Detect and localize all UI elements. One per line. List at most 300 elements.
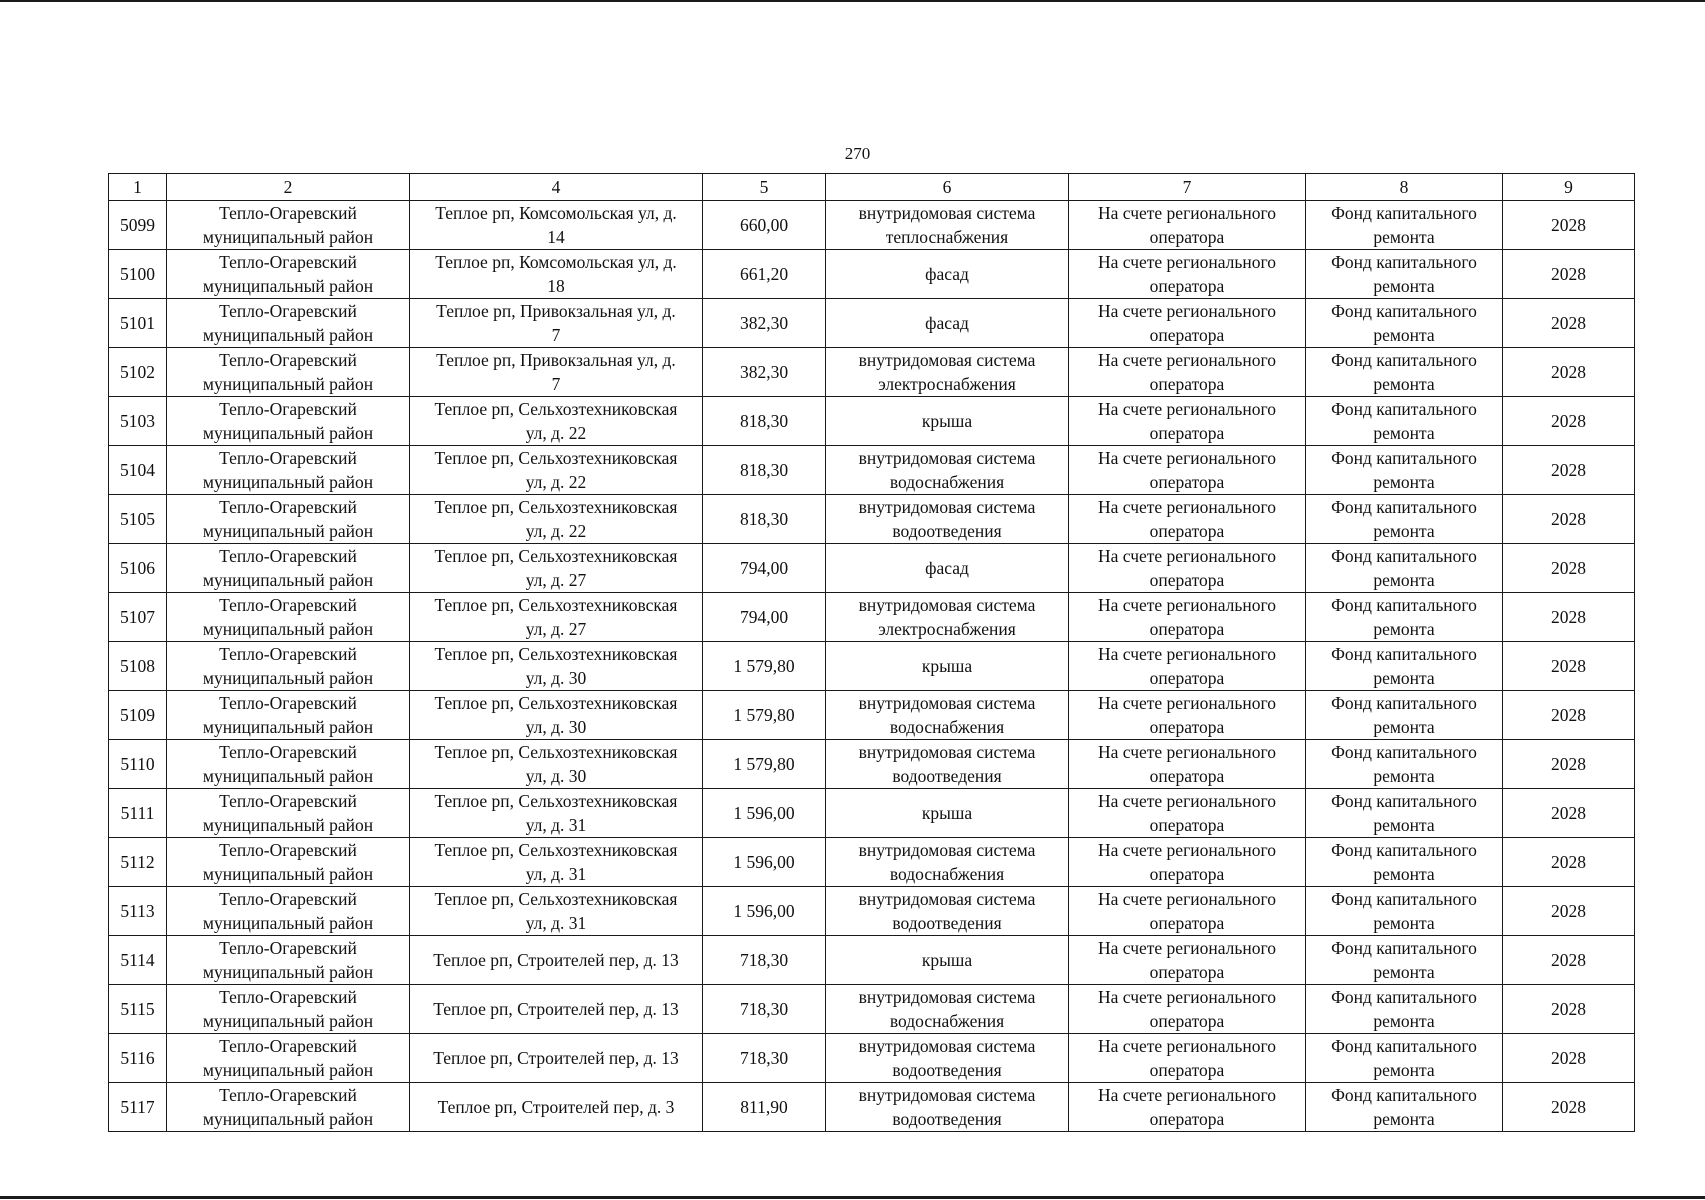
work-type-cell (826, 936, 1069, 985)
work-type-cell-line: водоотведения (892, 521, 1002, 541)
funding-source-cell-line: Фонд капитального (1331, 742, 1477, 762)
funding-source-cell-line: ремонта (1373, 962, 1435, 982)
area-cell: 1 596,00 (703, 838, 826, 887)
funding-source-cell (1306, 740, 1503, 789)
top-rule (0, 0, 1705, 2)
account-cell-line: оператора (1149, 668, 1225, 688)
table-row (109, 446, 1635, 495)
address-cell (410, 593, 703, 642)
funding-source-cell-line: Фонд капитального (1331, 252, 1477, 272)
account-cell-line: оператора (1149, 1109, 1225, 1129)
address-cell-line: ул, д. 22 (525, 423, 587, 443)
address-cell-line: 18 (547, 276, 565, 296)
row-number: 5110 (109, 740, 167, 789)
work-type-cell (826, 201, 1069, 250)
district-cell-line: Тепло-Огаревский (219, 644, 357, 664)
district-cell-line: Тепло-Огаревский (219, 350, 357, 370)
district-cell-line: муниципальный район (202, 962, 374, 982)
funding-source-cell-line: Фонд капитального (1331, 399, 1477, 419)
table-row (109, 495, 1635, 544)
work-type-cell-line: внутридомовая система (858, 742, 1036, 762)
address-cell (410, 691, 703, 740)
account-cell-line: оператора (1149, 913, 1225, 933)
funding-source-cell-line: ремонта (1373, 913, 1435, 933)
district-cell-line: Тепло-Огаревский (219, 1036, 357, 1056)
work-type-cell (826, 642, 1069, 691)
table-row (109, 887, 1635, 936)
address-cell-line: ул, д. 22 (525, 521, 587, 541)
work-type-cell (826, 1034, 1069, 1083)
address-cell-line: ул, д. 27 (525, 570, 587, 590)
account-cell (1069, 985, 1306, 1034)
year-cell: 2028 (1503, 936, 1635, 985)
account-cell-line: оператора (1149, 227, 1225, 247)
table-row (109, 1034, 1635, 1083)
district-cell (167, 1083, 410, 1132)
district-cell-line: муниципальный район (202, 1011, 374, 1031)
funding-source-cell (1306, 789, 1503, 838)
district-cell (167, 985, 410, 1034)
account-cell (1069, 495, 1306, 544)
work-type-cell-line: внутридомовая система (858, 350, 1036, 370)
address-cell (410, 838, 703, 887)
row-number: 5117 (109, 1083, 167, 1132)
funding-source-cell (1306, 299, 1503, 348)
funding-source-cell-line: ремонта (1373, 717, 1435, 737)
year-cell: 2028 (1503, 838, 1635, 887)
account-cell (1069, 446, 1306, 495)
funding-source-cell (1306, 642, 1503, 691)
funding-source-cell-line: Фонд капитального (1331, 791, 1477, 811)
district-cell-line: Тепло-Огаревский (219, 1085, 357, 1105)
address-cell-line: ул, д. 30 (525, 668, 587, 688)
work-type-cell-line: фасад (925, 313, 969, 333)
account-cell-line: оператора (1149, 619, 1225, 639)
year-cell: 2028 (1503, 250, 1635, 299)
row-number: 5107 (109, 593, 167, 642)
work-type-cell-line: внутридомовая система (858, 203, 1036, 223)
district-cell (167, 936, 410, 985)
area-cell: 1 596,00 (703, 887, 826, 936)
funding-source-cell-line: ремонта (1373, 766, 1435, 786)
address-cell-line: Теплое рп, Сельхозтехниковская (434, 595, 678, 615)
address-cell-line: ул, д. 22 (525, 472, 587, 492)
account-cell-line: На счете регионального (1098, 497, 1276, 517)
district-cell (167, 789, 410, 838)
funding-source-cell (1306, 201, 1503, 250)
funding-source-cell (1306, 593, 1503, 642)
row-number: 5106 (109, 544, 167, 593)
funding-source-cell (1306, 985, 1503, 1034)
table-row (109, 348, 1635, 397)
account-cell (1069, 1034, 1306, 1083)
address-cell-line: ул, д. 31 (525, 864, 587, 884)
account-cell-line: оператора (1149, 1011, 1225, 1031)
year-cell: 2028 (1503, 495, 1635, 544)
row-number: 5101 (109, 299, 167, 348)
funding-source-cell-line: ремонта (1373, 521, 1435, 541)
funding-source-cell (1306, 544, 1503, 593)
work-type-cell-line: фасад (925, 558, 969, 578)
account-cell-line: На счете регионального (1098, 987, 1276, 1007)
address-cell-line: Теплое рп, Сельхозтехниковская (434, 399, 678, 419)
district-cell-line: Тепло-Огаревский (219, 791, 357, 811)
address-cell-line: Теплое рп, Привокзальная ул, д. (436, 301, 676, 321)
area-cell: 718,30 (703, 985, 826, 1034)
address-cell-line: ул, д. 31 (525, 815, 587, 835)
work-type-cell-line: внутридомовая система (858, 448, 1036, 468)
row-number: 5105 (109, 495, 167, 544)
account-cell-line: На счете регионального (1098, 840, 1276, 860)
funding-source-cell-line: ремонта (1373, 815, 1435, 835)
work-type-cell-line: водоотведения (892, 766, 1002, 786)
address-cell-line: Теплое рп, Сельхозтехниковская (434, 693, 678, 713)
year-cell: 2028 (1503, 348, 1635, 397)
account-cell-line: На счете регионального (1098, 301, 1276, 321)
district-cell-line: Тепло-Огаревский (219, 742, 357, 762)
column-header: 1 (109, 174, 167, 201)
funding-source-cell-line: Фонд капитального (1331, 889, 1477, 909)
table-row (109, 544, 1635, 593)
funding-source-cell (1306, 348, 1503, 397)
work-type-cell (826, 593, 1069, 642)
work-type-cell-line: внутридомовая система (858, 987, 1036, 1007)
district-cell (167, 495, 410, 544)
district-cell-line: Тепло-Огаревский (219, 448, 357, 468)
column-header: 5 (703, 174, 826, 201)
year-cell: 2028 (1503, 397, 1635, 446)
column-header: 8 (1306, 174, 1503, 201)
row-number: 5104 (109, 446, 167, 495)
funding-source-cell-line: Фонд капитального (1331, 987, 1477, 1007)
row-number: 5113 (109, 887, 167, 936)
account-cell (1069, 1083, 1306, 1132)
district-cell-line: Тепло-Огаревский (219, 693, 357, 713)
row-number: 5108 (109, 642, 167, 691)
year-cell: 2028 (1503, 887, 1635, 936)
district-cell-line: муниципальный район (202, 1060, 374, 1080)
address-cell (410, 201, 703, 250)
address-cell (410, 1083, 703, 1132)
year-cell: 2028 (1503, 544, 1635, 593)
work-type-cell-line: внутридомовая система (858, 840, 1036, 860)
account-cell-line: На счете регионального (1098, 1085, 1276, 1105)
work-type-cell-line: крыша (921, 656, 973, 676)
work-type-cell-line: крыша (921, 803, 973, 823)
work-type-cell (826, 446, 1069, 495)
account-cell-line: На счете регионального (1098, 448, 1276, 468)
year-cell: 2028 (1503, 1034, 1635, 1083)
funding-source-cell-line: ремонта (1373, 864, 1435, 884)
work-type-cell (826, 495, 1069, 544)
funding-source-cell-line: Фонд капитального (1331, 546, 1477, 566)
year-cell: 2028 (1503, 642, 1635, 691)
district-cell-line: муниципальный район (202, 276, 374, 296)
year-cell: 2028 (1503, 789, 1635, 838)
district-cell (167, 642, 410, 691)
account-cell-line: На счете регионального (1098, 693, 1276, 713)
district-cell-line: Тепло-Огаревский (219, 840, 357, 860)
account-cell-line: На счете регионального (1098, 644, 1276, 664)
district-cell-line: муниципальный район (202, 668, 374, 688)
table-row (109, 593, 1635, 642)
address-cell (410, 1034, 703, 1083)
account-cell (1069, 789, 1306, 838)
address-cell-line: ул, д. 30 (525, 766, 587, 786)
district-cell (167, 544, 410, 593)
row-number: 5111 (109, 789, 167, 838)
area-cell: 794,00 (703, 593, 826, 642)
column-header: 9 (1503, 174, 1635, 201)
area-cell: 660,00 (703, 201, 826, 250)
work-type-cell (826, 1083, 1069, 1132)
funding-source-cell-line: ремонта (1373, 619, 1435, 639)
work-type-cell (826, 740, 1069, 789)
district-cell (167, 838, 410, 887)
address-cell (410, 740, 703, 789)
table-row (109, 299, 1635, 348)
district-cell-line: Тепло-Огаревский (219, 252, 357, 272)
row-number: 5109 (109, 691, 167, 740)
funding-source-cell (1306, 838, 1503, 887)
table-row (109, 985, 1635, 1034)
account-cell-line: оператора (1149, 521, 1225, 541)
funding-source-cell-line: Фонд капитального (1331, 938, 1477, 958)
account-cell-line: На счете регионального (1098, 350, 1276, 370)
address-cell-line: Теплое рп, Комсомольская ул, д. (435, 203, 677, 223)
funding-source-cell-line: ремонта (1373, 1109, 1435, 1129)
work-type-cell-line: водоснабжения (889, 1011, 1005, 1031)
district-cell-line: муниципальный район (202, 570, 374, 590)
account-cell-line: оператора (1149, 325, 1225, 345)
funding-source-cell (1306, 1034, 1503, 1083)
funding-source-cell (1306, 1083, 1503, 1132)
table-row (109, 1083, 1635, 1132)
address-cell-line: ул, д. 27 (525, 619, 587, 639)
district-cell (167, 201, 410, 250)
district-cell-line: муниципальный район (202, 374, 374, 394)
district-cell-line: муниципальный район (202, 423, 374, 443)
funding-source-cell-line: ремонта (1373, 1011, 1435, 1031)
address-cell-line: 7 (551, 325, 561, 345)
work-type-cell (826, 544, 1069, 593)
address-cell (410, 250, 703, 299)
district-cell-line: Тепло-Огаревский (219, 938, 357, 958)
district-cell-line: муниципальный район (202, 325, 374, 345)
funding-source-cell-line: Фонд капитального (1331, 1085, 1477, 1105)
funding-source-cell (1306, 446, 1503, 495)
work-type-cell-line: внутридомовая система (858, 693, 1036, 713)
year-cell: 2028 (1503, 446, 1635, 495)
row-number: 5103 (109, 397, 167, 446)
district-cell (167, 691, 410, 740)
account-cell-line: оператора (1149, 1060, 1225, 1080)
funding-source-cell-line: ремонта (1373, 227, 1435, 247)
account-cell-line: оператора (1149, 717, 1225, 737)
district-cell-line: муниципальный район (202, 227, 374, 247)
account-cell (1069, 887, 1306, 936)
work-type-cell (826, 887, 1069, 936)
funding-source-cell-line: Фонд капитального (1331, 301, 1477, 321)
district-cell (167, 299, 410, 348)
address-cell-line: ул, д. 30 (525, 717, 587, 737)
account-cell-line: оператора (1149, 962, 1225, 982)
work-type-cell-line: водоотведения (892, 1060, 1002, 1080)
funding-source-cell-line: Фонд капитального (1331, 350, 1477, 370)
address-cell-line: Теплое рп, Привокзальная ул, д. (436, 350, 676, 370)
column-header: 4 (410, 174, 703, 201)
address-cell-line: Теплое рп, Сельхозтехниковская (434, 448, 678, 468)
work-type-cell-line: внутридомовая система (858, 497, 1036, 517)
account-cell (1069, 397, 1306, 446)
year-cell: 2028 (1503, 593, 1635, 642)
district-cell (167, 593, 410, 642)
address-cell-line: Теплое рп, Строителей пер, д. 13 (433, 1048, 679, 1068)
address-cell-line: Теплое рп, Сельхозтехниковская (434, 840, 678, 860)
account-cell (1069, 642, 1306, 691)
register-table (108, 173, 1635, 1132)
district-cell-line: Тепло-Огаревский (219, 203, 357, 223)
work-type-cell (826, 348, 1069, 397)
account-cell-line: На счете регионального (1098, 546, 1276, 566)
district-cell-line: муниципальный район (202, 619, 374, 639)
district-cell-line: Тепло-Огаревский (219, 595, 357, 615)
year-cell: 2028 (1503, 740, 1635, 789)
address-cell (410, 397, 703, 446)
table-row (109, 397, 1635, 446)
funding-source-cell-line: Фонд капитального (1331, 595, 1477, 615)
district-cell-line: муниципальный район (202, 717, 374, 737)
funding-source-cell-line: ремонта (1373, 472, 1435, 492)
funding-source-cell-line: ремонта (1373, 276, 1435, 296)
row-number: 5116 (109, 1034, 167, 1083)
work-type-cell (826, 397, 1069, 446)
year-cell: 2028 (1503, 201, 1635, 250)
funding-source-cell-line: Фонд капитального (1331, 693, 1477, 713)
work-type-cell-line: водоснабжения (889, 717, 1005, 737)
address-cell-line: Теплое рп, Строителей пер, д. 13 (433, 950, 679, 970)
district-cell (167, 397, 410, 446)
area-cell: 661,20 (703, 250, 826, 299)
funding-source-cell (1306, 495, 1503, 544)
table-row (109, 838, 1635, 887)
district-cell-line: Тепло-Огаревский (219, 301, 357, 321)
account-cell (1069, 691, 1306, 740)
table-row (109, 740, 1635, 789)
address-cell (410, 348, 703, 397)
row-number: 5099 (109, 201, 167, 250)
account-cell-line: На счете регионального (1098, 595, 1276, 615)
area-cell: 1 579,80 (703, 691, 826, 740)
account-cell-line: оператора (1149, 472, 1225, 492)
area-cell: 1 579,80 (703, 642, 826, 691)
address-cell (410, 985, 703, 1034)
funding-source-cell-line: ремонта (1373, 668, 1435, 688)
address-cell (410, 544, 703, 593)
account-cell-line: На счете регионального (1098, 938, 1276, 958)
account-cell-line: На счете регионального (1098, 889, 1276, 909)
account-cell-line: На счете регионального (1098, 399, 1276, 419)
address-cell (410, 642, 703, 691)
address-cell-line: ул, д. 31 (525, 913, 587, 933)
address-cell-line: Теплое рп, Сельхозтехниковская (434, 791, 678, 811)
account-cell-line: На счете регионального (1098, 1036, 1276, 1056)
district-cell-line: муниципальный район (202, 472, 374, 492)
district-cell-line: Тепло-Огаревский (219, 987, 357, 1007)
work-type-cell-line: водоотведения (892, 1109, 1002, 1129)
area-cell: 818,30 (703, 446, 826, 495)
district-cell-line: муниципальный район (202, 521, 374, 541)
address-cell (410, 936, 703, 985)
funding-source-cell-line: Фонд капитального (1331, 840, 1477, 860)
district-cell (167, 887, 410, 936)
funding-source-cell-line: Фонд капитального (1331, 448, 1477, 468)
bottom-rule (0, 1196, 1705, 1199)
district-cell-line: муниципальный район (202, 864, 374, 884)
table-row (109, 936, 1635, 985)
row-number: 5100 (109, 250, 167, 299)
account-cell-line: На счете регионального (1098, 742, 1276, 762)
work-type-cell (826, 299, 1069, 348)
address-cell (410, 299, 703, 348)
work-type-cell-line: внутридомовая система (858, 595, 1036, 615)
district-cell-line: муниципальный район (202, 766, 374, 786)
address-cell (410, 495, 703, 544)
work-type-cell (826, 250, 1069, 299)
year-cell: 2028 (1503, 691, 1635, 740)
row-number: 5102 (109, 348, 167, 397)
district-cell (167, 740, 410, 789)
funding-source-cell-line: ремонта (1373, 325, 1435, 345)
district-cell (167, 348, 410, 397)
work-type-cell-line: внутридомовая система (858, 889, 1036, 909)
area-cell: 382,30 (703, 348, 826, 397)
year-cell: 2028 (1503, 299, 1635, 348)
address-cell-line: Теплое рп, Сельхозтехниковская (434, 497, 678, 517)
work-type-cell-line: фасад (925, 264, 969, 284)
account-cell (1069, 348, 1306, 397)
year-cell: 2028 (1503, 1083, 1635, 1132)
account-cell-line: оператора (1149, 276, 1225, 296)
work-type-cell-line: внутридомовая система (858, 1036, 1036, 1056)
funding-source-cell (1306, 936, 1503, 985)
account-cell-line: оператора (1149, 570, 1225, 590)
column-header: 2 (167, 174, 410, 201)
funding-source-cell-line: ремонта (1373, 1060, 1435, 1080)
district-cell-line: муниципальный район (202, 815, 374, 835)
funding-source-cell-line: ремонта (1373, 374, 1435, 394)
area-cell: 818,30 (703, 495, 826, 544)
funding-source-cell (1306, 397, 1503, 446)
row-number: 5115 (109, 985, 167, 1034)
funding-source-cell-line: ремонта (1373, 423, 1435, 443)
year-cell: 2028 (1503, 985, 1635, 1034)
work-type-cell-line: крыша (921, 411, 973, 431)
district-cell (167, 446, 410, 495)
funding-source-cell-line: Фонд капитального (1331, 1036, 1477, 1056)
address-cell-line: Теплое рп, Сельхозтехниковская (434, 742, 678, 762)
work-type-cell-line: электроснабжения (878, 374, 1016, 394)
work-type-cell-line: теплоснабжения (885, 227, 1009, 247)
funding-source-cell-line: Фонд капитального (1331, 497, 1477, 517)
district-cell (167, 250, 410, 299)
district-cell-line: Тепло-Огаревский (219, 889, 357, 909)
funding-source-cell-line: ремонта (1373, 570, 1435, 590)
account-cell-line: оператора (1149, 423, 1225, 443)
account-cell-line: оператора (1149, 766, 1225, 786)
address-cell-line: Теплое рп, Сельхозтехниковская (434, 889, 678, 909)
row-number: 5112 (109, 838, 167, 887)
